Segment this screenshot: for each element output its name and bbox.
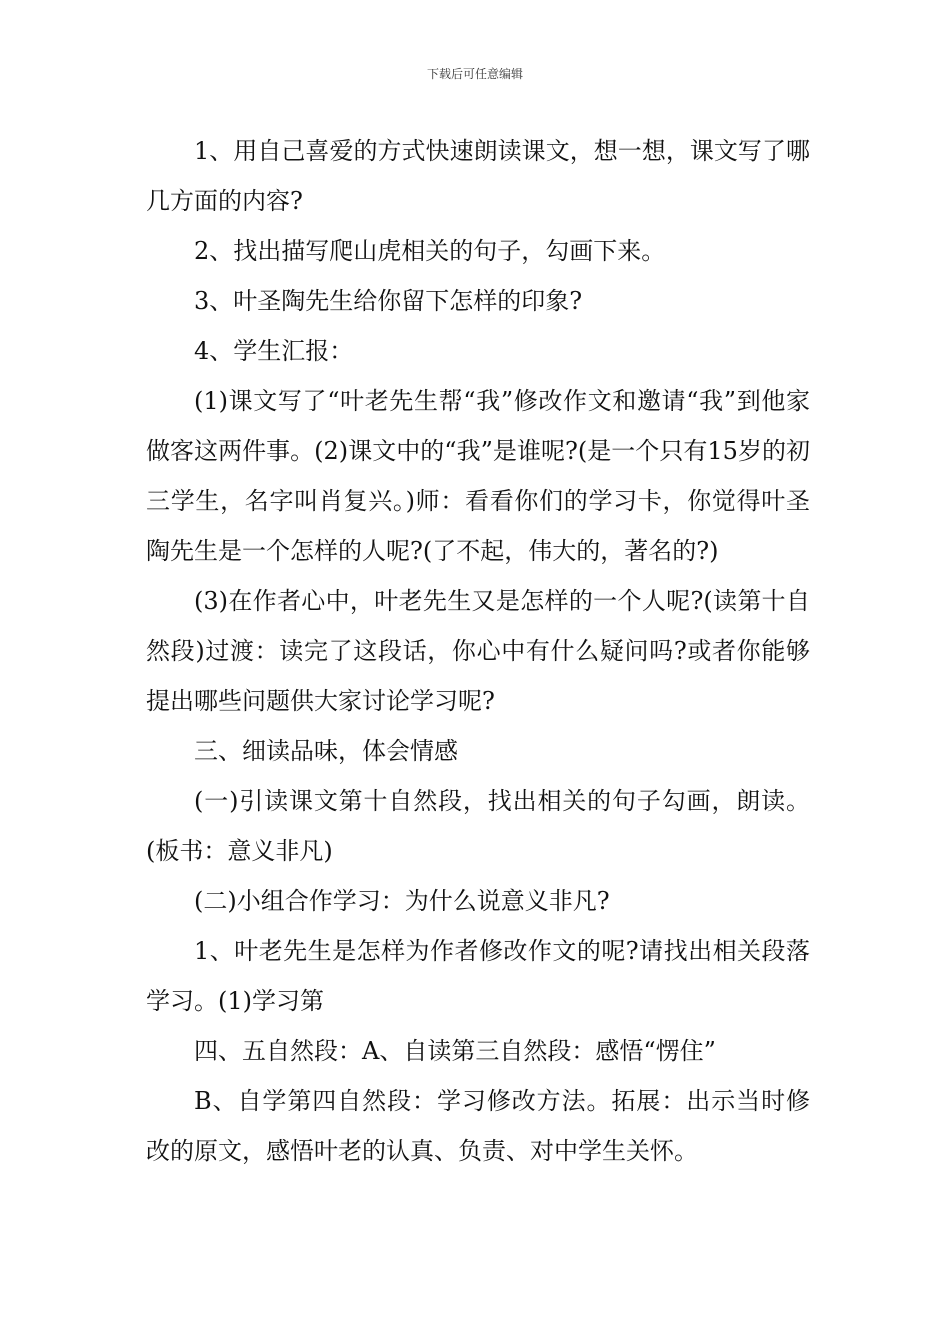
- paragraph-5: (1)课文写了“叶老先生帮“我”修改作文和邀请“我”到他家做客这两件事。(2)课文中的“我”是谁呢?(是一个只有15岁的初三学生，名字叫肖复兴。)师：看看你们的学习卡，你觉得叶圣陶先生是一个怎样的人呢?(了不起，伟大的，著名的?): [146, 387, 810, 565]
- paragraph-10: 四、五自然段：A、自读第三自然段：感悟“愣住”: [194, 1037, 716, 1065]
- section-heading-3: 三、细读品味，体会情感: [194, 737, 458, 765]
- paragraph-3: 3、叶圣陶先生给你留下怎样的印象?: [194, 287, 583, 315]
- paragraph-7: (一)引读课文第十自然段，找出相关的句子勾画，朗读。(板书：意义非凡): [146, 787, 810, 865]
- paragraph-8: (二)小组合作学习：为什么说意义非凡?: [194, 887, 610, 915]
- page-header: 下载后可任意编辑: [426, 67, 523, 81]
- paragraph-2: 2、找出描写爬山虎相关的句子，勾画下来。: [194, 237, 666, 265]
- paragraph-1: 1、用自己喜爱的方式快速朗读课文，想一想，课文写了哪几方面的内容?: [146, 137, 810, 215]
- document-body: [146, 126, 810, 1176]
- paragraph-9: 1、叶老先生是怎样为作者修改作文的呢?请找出相关段落学习。(1)学习第: [146, 937, 810, 1015]
- paragraph-6: (3)在作者心中，叶老先生又是怎样的一个人呢?(读第十自然段)过渡：读完了这段话，你心中有什么疑问吗?或者你能够提出哪些问题供大家讨论学习呢?: [146, 587, 810, 715]
- paragraph-4: 4、学生汇报：: [194, 337, 354, 365]
- paragraph-11: B、自学第四自然段：学习修改方法。拓展：出示当时修改的原文，感悟叶老的认真、负责、对中学生关怀。: [146, 1087, 810, 1165]
